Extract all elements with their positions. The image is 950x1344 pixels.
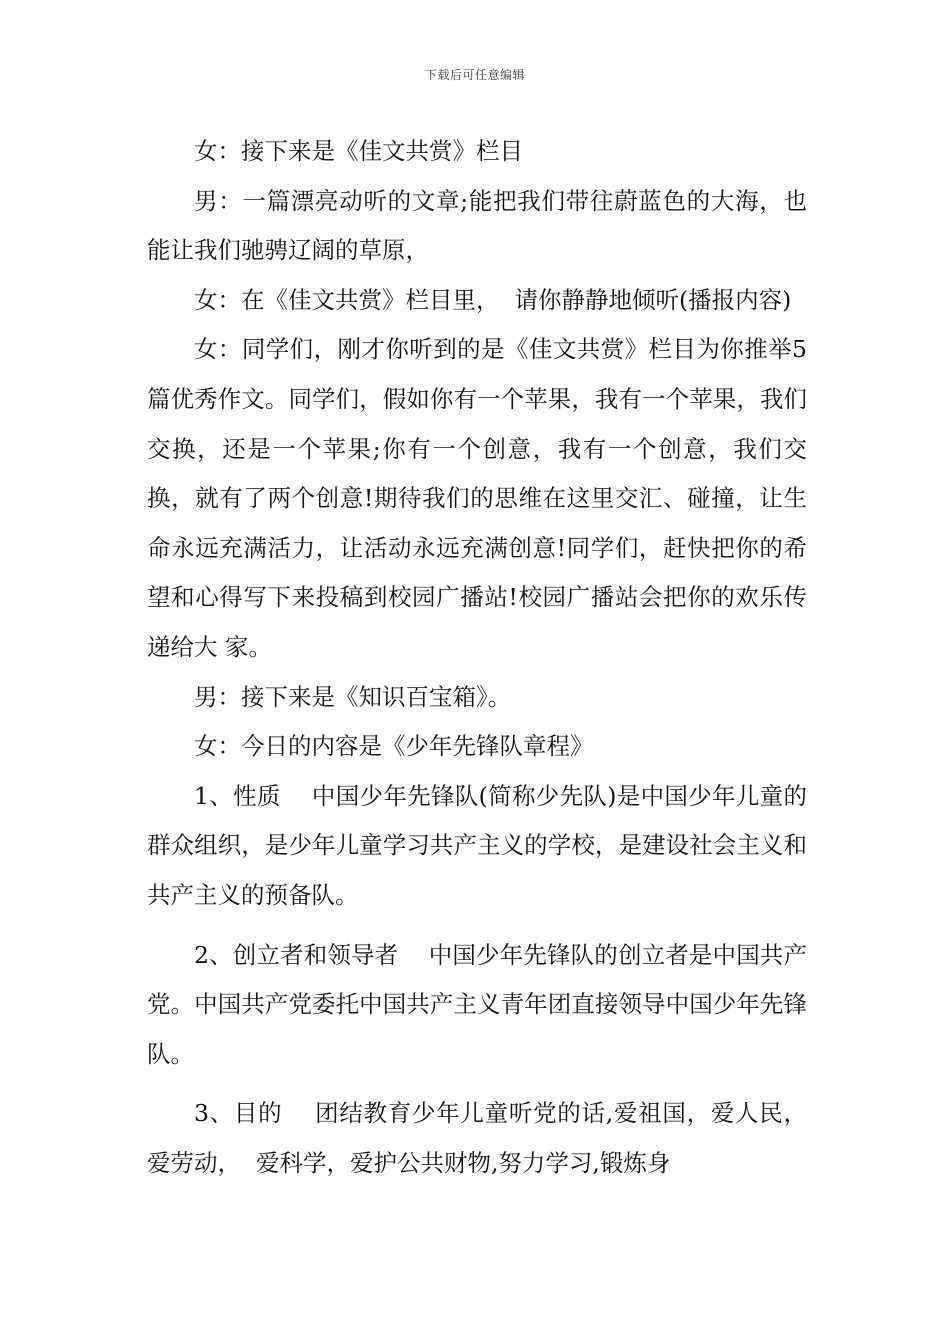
- paragraph-5: 男：接下来是《知识百宝箱》。: [194, 682, 512, 711]
- paragraph-4: 女：同学们，刚才你听到的是《佳文共赏》栏目为你推举5篇优秀作文。同学们，假如你有一个苹果，我有一个苹果，我们交换，还是一个苹果;你有一个创意，我有一个创意，我们交换，就有了两个创意!期待我们的思维在这里交汇、碰撞，让生命永远充满活力，让活动永远充满创意!同学们，赶快把你的希望和心得写下来投稿到校园广播站!校园广播站会把你的欢乐传递给大 家。: [147, 335, 807, 661]
- paragraph-8: 2、创立者和领导者 中国少年先锋队的创立者是中国共产党。中国共产党委托中国共产主义青年团直接领导中国少年先锋队。: [147, 940, 807, 1068]
- paragraph-2: 男：一篇漂亮动听的文章;能把我们带往蔚蓝色的大海，也能让我们驰骋辽阔的草原，: [147, 186, 807, 265]
- paragraph-6: 女：今日的内容是《少年先锋队章程》: [194, 732, 594, 761]
- paragraph-9: 3、目的 团结教育少年儿童听党的话,爱祖国，爱人民，爱劳动， 爱科学，爱护公共财物,努力学习,锻炼身: [147, 1099, 807, 1177]
- page-header: 下载后可任意编辑: [424, 68, 525, 82]
- paragraph-1: 女：接下来是《佳文共赏》栏目: [194, 137, 523, 165]
- paragraph-7: 1、性质 中国少年先锋队(简称少先队)是中国少年儿童的群众组织，是少年儿童学习共产主义的学校，是建设社会主义和共产主义的预备队。: [147, 781, 807, 909]
- document-body: [147, 127, 807, 1188]
- paragraph-3: 女：在《佳文共赏》栏目里， 请你静静地倾听(播报内容): [194, 285, 792, 314]
